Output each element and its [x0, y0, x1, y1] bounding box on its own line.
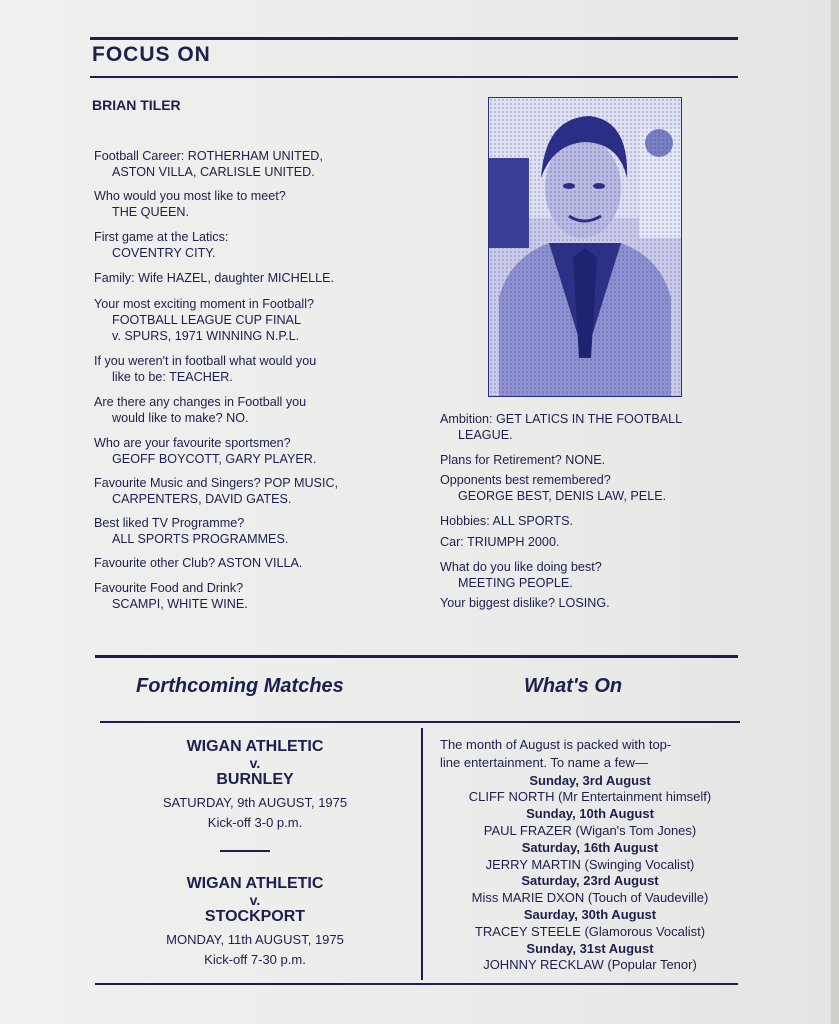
away-team: STOCKPORT — [204, 908, 306, 925]
event-item — [440, 806, 740, 840]
event-date: Saurday, 30th August — [523, 906, 657, 922]
match-date: MONDAY, 11th AUGUST, 1975 — [166, 932, 344, 947]
event-act: Miss MARIE DXON (Touch of Vaudeville) — [471, 890, 709, 906]
qa-item — [94, 580, 248, 612]
question: Who would you most like to meet? — [94, 189, 286, 203]
match-block — [100, 874, 410, 970]
answer: LEAGUE. — [458, 428, 513, 442]
event-item — [440, 907, 740, 941]
answer: GEORGE BEST, DENIS LAW, PELE. — [458, 489, 667, 503]
qa-item — [94, 229, 228, 261]
qa-item — [94, 148, 323, 180]
match-block — [100, 737, 410, 833]
event-item — [440, 873, 740, 907]
whats-on-intro: line entertainment. To name a few— — [440, 754, 648, 770]
qa-item — [94, 435, 316, 467]
column-divider — [421, 728, 423, 980]
qa-item — [94, 475, 338, 507]
answer: would like to make? NO. — [112, 411, 249, 425]
qa-item — [94, 188, 286, 220]
answer: SCAMPI, WHITE WINE. — [112, 597, 248, 611]
qa-item — [440, 472, 666, 504]
question: Ambition: GET LATICS IN THE FOOTBALL — [440, 412, 683, 426]
event-item — [440, 840, 740, 874]
forthcoming-matches-heading: Forthcoming Matches — [136, 675, 344, 697]
section-rule — [95, 655, 738, 658]
answer: ASTON VILLA, CARLISLE UNITED. — [112, 165, 315, 179]
whats-on-heading: What's On — [524, 675, 623, 697]
question: What do you like doing best? — [440, 560, 602, 574]
question: Plans for Retirement? NONE. — [440, 453, 606, 467]
event-act: TRACEY STEELE (Glamorous Vocalist) — [474, 923, 706, 939]
qa-item — [440, 595, 610, 611]
qa-item — [440, 411, 682, 443]
page-edge — [831, 0, 839, 1024]
answer: MEETING PEOPLE. — [458, 576, 573, 590]
home-team: WIGAN ATHLETIC — [186, 738, 324, 755]
event-item — [440, 941, 740, 975]
top-rule — [90, 37, 738, 40]
header-rule — [90, 76, 738, 78]
event-act: JERRY MARTIN (Swinging Vocalist) — [485, 856, 695, 872]
question: Favourite Food and Drink? — [94, 581, 244, 595]
event-act: PAUL FRAZER (Wigan's Tom Jones) — [483, 822, 697, 838]
match-date: SATURDAY, 9th AUGUST, 1975 — [162, 795, 348, 810]
question: If you weren't in football what would you — [94, 354, 317, 368]
kickoff-time: Kick-off 3-0 p.m. — [207, 815, 303, 830]
bottom-rule — [95, 983, 738, 985]
question: Your most exciting moment in Football? — [94, 297, 315, 311]
subsection-rule — [100, 721, 740, 723]
qa-item — [94, 353, 316, 385]
qa-item — [440, 452, 605, 468]
event-date: Saturday, 23rd August — [521, 873, 659, 889]
player-photo — [488, 97, 682, 397]
qa-item — [94, 394, 306, 426]
event-act: CLIFF NORTH (Mr Entertainment himself) — [468, 789, 712, 805]
whats-on-list — [440, 737, 740, 974]
question: Favourite other Club? ASTON VILLA. — [94, 556, 303, 570]
question: Best liked TV Programme? — [94, 516, 245, 530]
versus: v. — [249, 892, 261, 908]
qa-item — [440, 559, 602, 591]
answer: COVENTRY CITY. — [112, 246, 216, 260]
question: Favourite Music and Singers? POP MUSIC, — [94, 476, 339, 490]
question: Football Career: ROTHERHAM UNITED, — [94, 149, 323, 163]
qa-item — [94, 296, 314, 344]
whats-on-intro: The month of August is packed with top- — [440, 737, 672, 752]
player-portrait-image — [489, 98, 681, 396]
versus: v. — [249, 755, 261, 771]
question: Are there any changes in Football you — [94, 395, 307, 409]
away-team: BURNLEY — [216, 771, 294, 788]
question: Family: Wife HAZEL, daughter MICHELLE. — [94, 271, 335, 285]
answer: like to be: TEACHER. — [112, 370, 233, 384]
player-name: BRIAN TILER — [92, 97, 181, 113]
qa-item — [440, 534, 559, 550]
event-date: Sunday, 31st August — [526, 940, 654, 956]
answer: GEOFF BOYCOTT, GARY PLAYER. — [112, 452, 317, 466]
home-team: WIGAN ATHLETIC — [186, 875, 324, 892]
qa-item — [440, 513, 573, 529]
focus-on-title: FOCUS ON — [92, 43, 211, 66]
answer: CARPENTERS, DAVID GATES. — [112, 492, 292, 506]
event-item — [440, 773, 740, 807]
event-date: Saturday, 16th August — [521, 839, 659, 855]
qa-item — [94, 515, 288, 547]
answer: FOOTBALL LEAGUE CUP FINAL — [112, 313, 301, 327]
event-date: Sunday, 3rd August — [529, 772, 651, 788]
kickoff-time: Kick-off 7-30 p.m. — [204, 952, 306, 967]
answer: v. SPURS, 1971 WINNING N.P.L. — [112, 329, 300, 343]
match-separator — [220, 850, 270, 852]
answer: THE QUEEN. — [112, 205, 189, 219]
qa-item — [94, 270, 334, 286]
question: Hobbies: ALL SPORTS. — [440, 514, 574, 528]
question: First game at the Latics: — [94, 230, 229, 244]
question: Opponents best remembered? — [440, 473, 611, 487]
question: Your biggest dislike? LOSING. — [440, 596, 610, 610]
question: Car: TRIUMPH 2000. — [440, 535, 560, 549]
qa-item — [94, 555, 302, 571]
event-date: Sunday, 10th August — [526, 806, 654, 822]
answer: ALL SPORTS PROGRAMMES. — [112, 532, 289, 546]
question: Who are your favourite sportsmen? — [94, 436, 291, 450]
event-act: JOHNNY RECKLAW (Popular Tenor) — [483, 957, 697, 973]
